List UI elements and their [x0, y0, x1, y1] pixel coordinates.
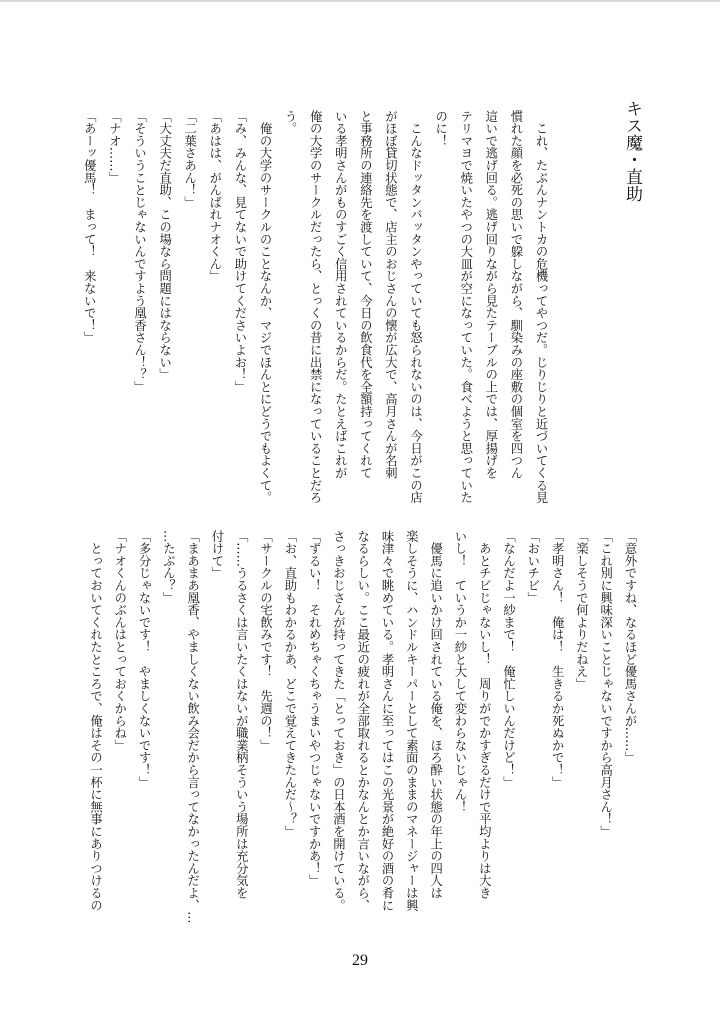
- text-line: 「なんだよ一紗まで！ 俺忙しいんだけど！」: [501, 530, 516, 789]
- text-block-lower: [83, 530, 642, 950]
- text-line: 付けて」: [209, 530, 224, 580]
- chapter-title: キス魔・直助: [622, 100, 642, 202]
- text-line: さっきおじさんが持ってきた「とっておき」の日本酒を開けている。: [331, 530, 346, 912]
- text-line: 楽しそうに、ハンドルキーパーとして素面のままのマネージャーは興: [404, 530, 419, 912]
- text-line: 「ナオ……」: [107, 110, 122, 184]
- text-line: 「これ別に興味深いことじゃないですから高月さん！」: [598, 530, 613, 838]
- page-number: 29: [352, 952, 368, 969]
- text-line: こんなドッタンバッタンやっていても怒られないのは、今日がこの店: [408, 110, 423, 504]
- text-line: 這いで逃げ回る。逃げ回りながら見たテーブルの上では、厚揚げを: [483, 110, 498, 479]
- text-line: いし！ ていうか一紗と大して変わらないじゃん！: [452, 530, 467, 813]
- text-line: 「お、直助もわかるかあ、どこで覚えてきたんだ～？」: [282, 530, 297, 838]
- text-line: う。: [283, 110, 298, 135]
- text-line: と事務所の連絡先を渡していて、今日の飲食代を全額持ってくれて: [358, 110, 373, 479]
- page-border: [0, 0, 720, 2]
- text-line: あとチビじゃないし！ 周りがでかすぎるだけで平均よりは大き: [477, 530, 492, 899]
- text-line: これ、たぶんナントカの危機ってやつだ。じりじりと近づいてくる見: [534, 110, 548, 504]
- text-line: 「サークルの宅飲みです！ 先週の！」: [258, 530, 273, 752]
- text-line: 「二葉さあん！」: [182, 110, 197, 209]
- text-line: 「ナオくんのぶんはとっておくからね」: [112, 530, 127, 752]
- text-line: のに！: [433, 110, 448, 147]
- text-line: 「ずるい！ それめちゃくちゃうまいやつじゃないですかあ！」: [307, 530, 322, 887]
- text-line: 「あはは、がんばれナオくん」: [207, 110, 222, 283]
- text-block-upper: [76, 110, 553, 520]
- text-line: 慣れた顔を必死の思いで躱しながら、馴染みの座敷の個室を四つん: [508, 110, 523, 479]
- text-line: 「大丈夫だ直助、この場なら問題にはならない」: [157, 110, 172, 381]
- text-line: 「孝明さん！ 俺は！ 生きるか死ぬかで！」: [550, 530, 565, 789]
- text-line: いる孝明さんがものすごく信用されているからだ。たとえばこれが: [333, 110, 348, 479]
- text-line: 「……うるさくは言いたくはないが職業柄そういう場所は充分気を: [234, 530, 249, 899]
- text-line: テリマヨで焼いたやつの大皿が空になっていた。食べようと思っていた: [458, 110, 473, 504]
- text-line: 「意外ですね、なるほど優馬さんが……」: [623, 530, 637, 764]
- text-line: 「まあまあ凰香、やましくない飲み会だから言ってなかったんだよ、…: [185, 530, 200, 924]
- text-line: 味津々で眺めている。孝明さんに至ってはこの光景が絶好の酒の肴に: [380, 530, 395, 912]
- text-line: がほぼ貸切状態で、店主のおじさんの懐が広大で、高月さんが名刺: [383, 110, 398, 479]
- text-line: とっておいてくれたところで、俺はその一杯に無事にありつけるの: [88, 530, 103, 912]
- text-line: …たぶん？」: [161, 530, 176, 604]
- text-line: 「あーッ優馬！ まって！ 来ないで！」: [82, 110, 97, 344]
- text-line: 俺の大学のサークルのことなんか、マジでほんとにどうでもよくて。: [257, 110, 272, 504]
- text-line: 「そういうことじゃないんですよう凰香さん！？」: [132, 110, 147, 393]
- text-line: 俺の大学のサークルだったら、とっくの昔に出禁になっていることだろ: [308, 110, 323, 504]
- text-line: 「み、みんな、見てないで助けてくださいよお！」: [232, 110, 247, 393]
- text-line: 「おいチビ」: [525, 530, 540, 604]
- text-line: 優馬に追いかけ回されている俺を、ほろ酔い状態の年上の四人は: [428, 530, 443, 899]
- text-line: なるらしい。ここ最近の疲れが全部取れるとかなんとか言いながら、: [355, 530, 370, 912]
- text-line: 「楽しそうで何よりだねえ」: [574, 530, 589, 690]
- text-line: 「多分じゃないです！ やましくないです！」: [137, 530, 152, 789]
